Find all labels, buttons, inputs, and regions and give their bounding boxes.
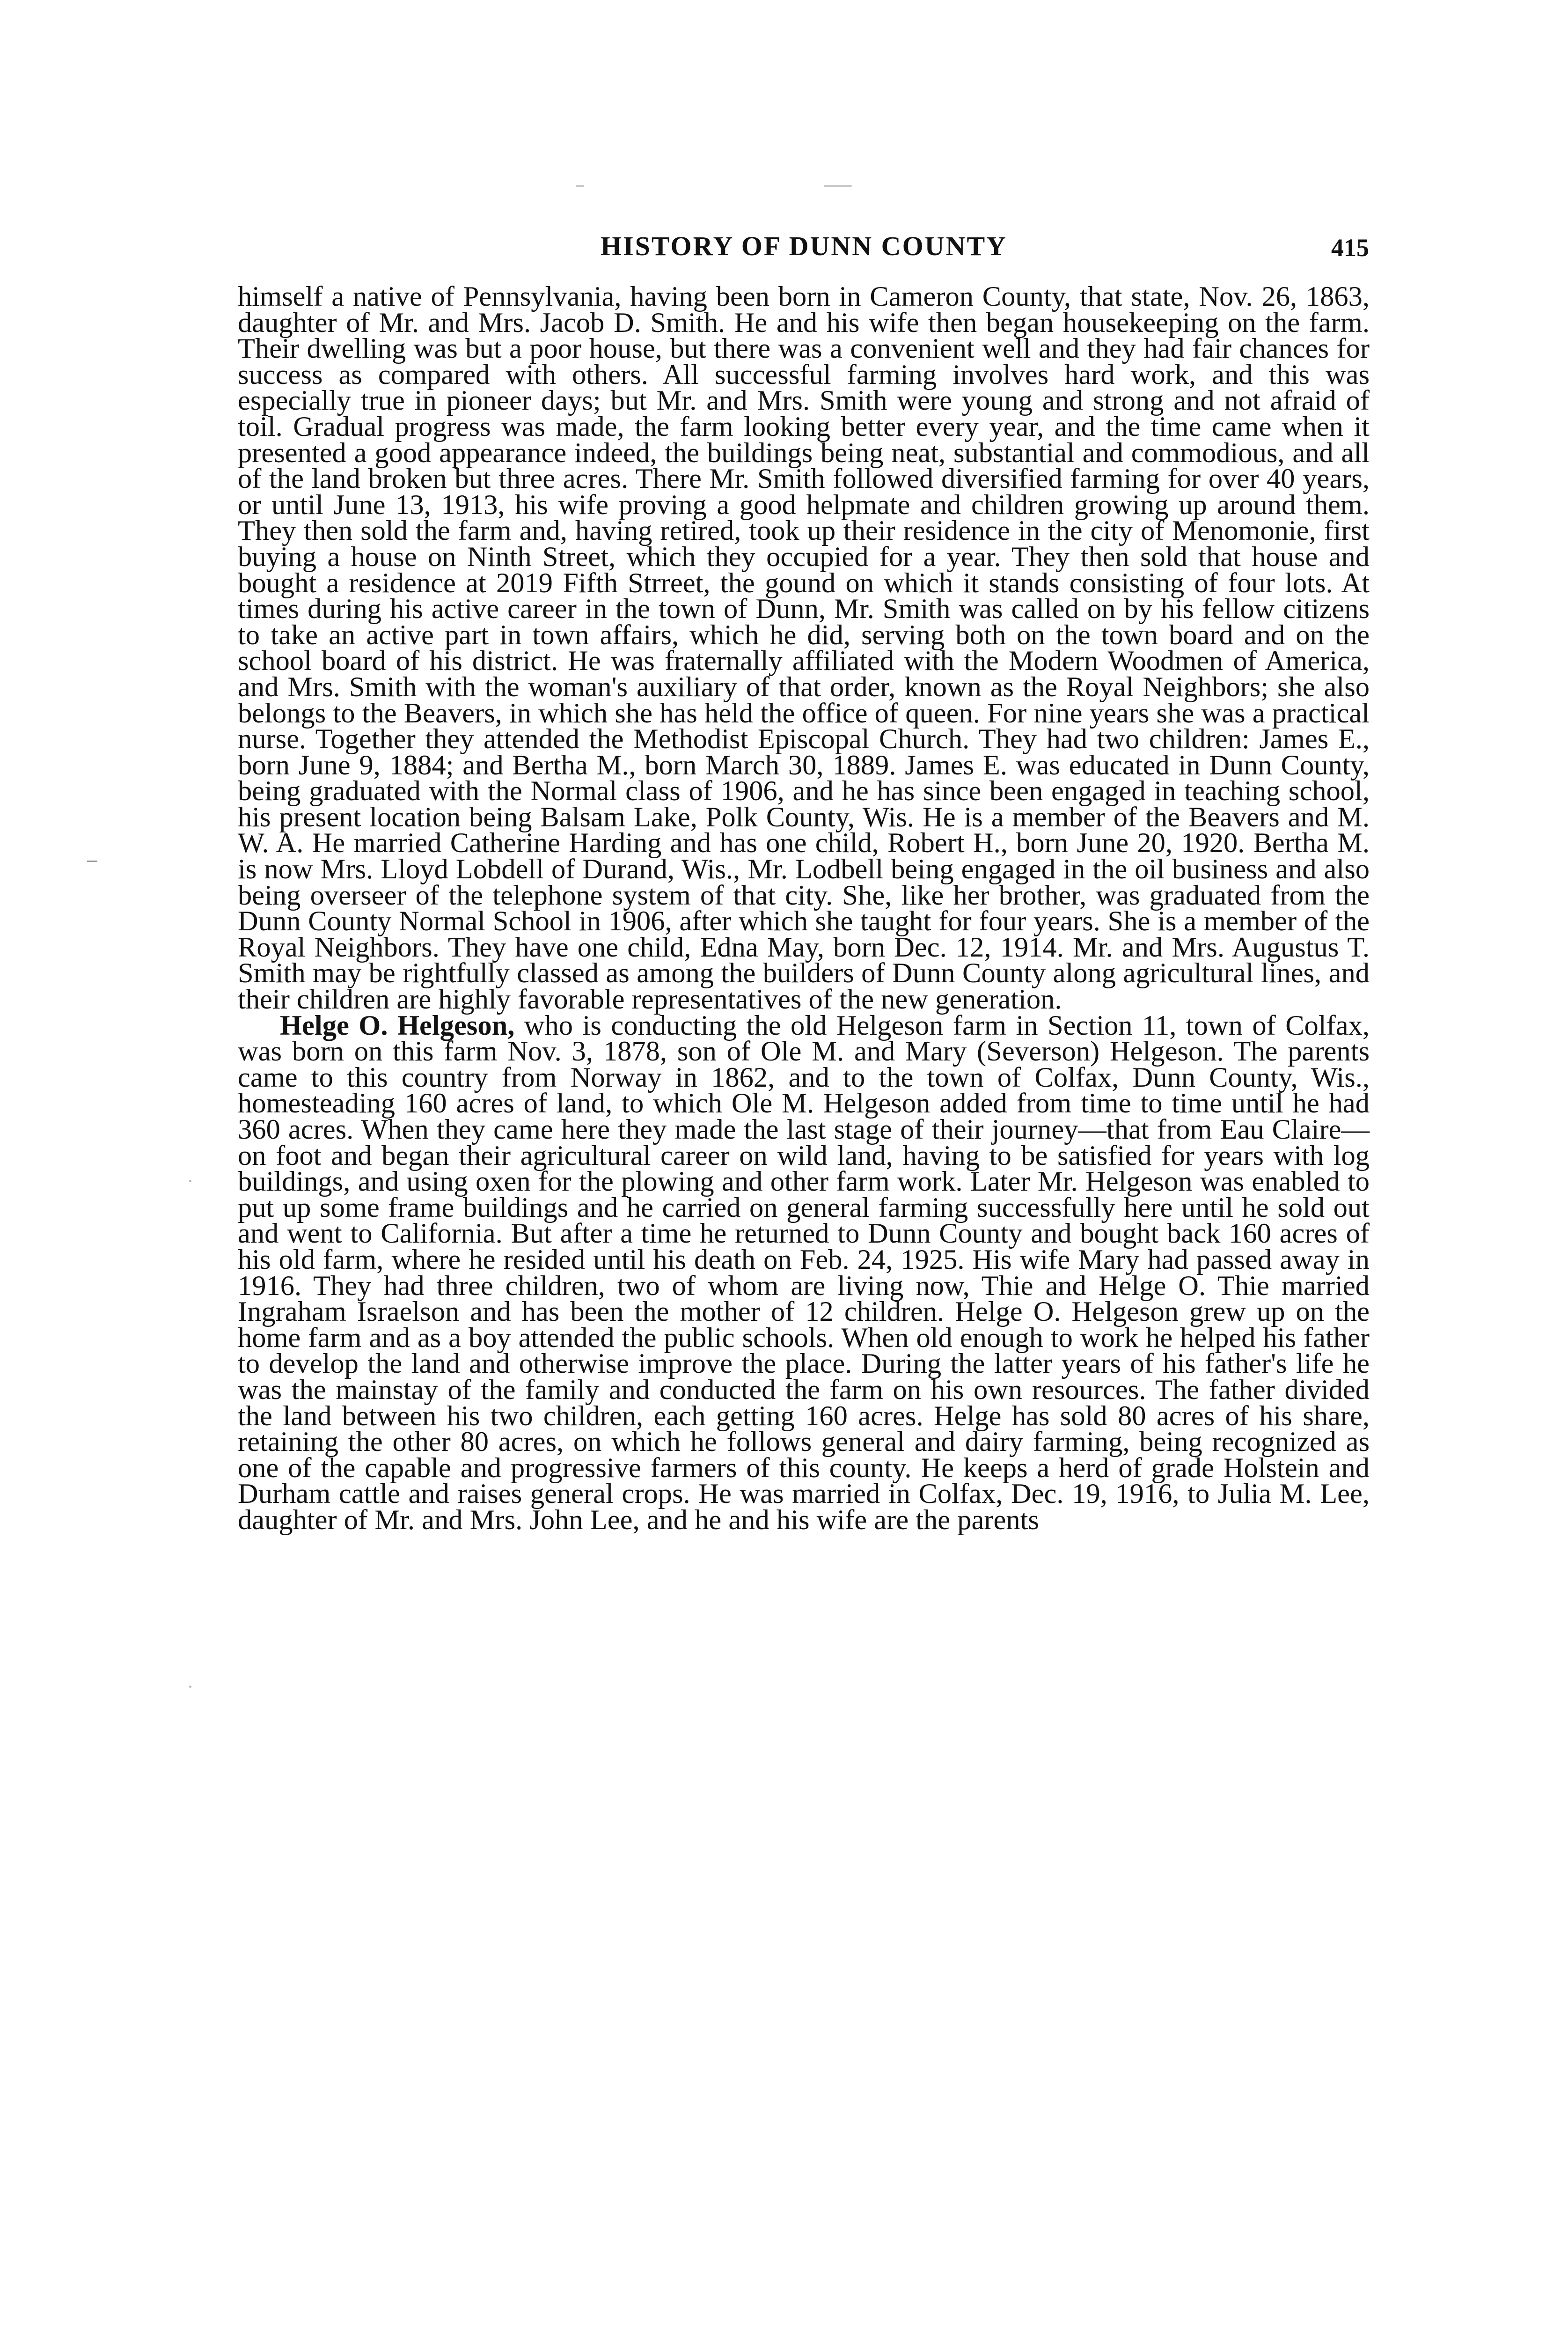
body-text [238,281,1370,1536]
running-title: HISTORY OF DUNN COUNTY [600,231,1008,261]
page-header [239,230,1369,263]
paragraph-continuation [238,281,1370,1016]
margin-mark [189,1686,191,1688]
scan-speck [576,185,584,187]
paragraph-text: himself a native of Pennsylvania, having been born in Cameron County, that state, Nov. 26, 1863, daughter of Mr. and Mrs. Jacob D. Smith. He and his wife then began housekeeping on the farm. Their dwelling was but a poor house, but there was a convenient well and they had fair chances for success as compared with others. All successful farming involves hard work, and this was especially true in pioneer days; but Mr. and Mrs. Smith were young and strong and not afraid of toil. Gradual progress was made, the farm looking better every year, and the time came when it presented a good appearance indeed, the buildings being neat, substantial and commodious, and all of the land broken but three acres. There Mr. Smith followed diversified farming for over 40 years, or until June 13, 1913, his wife proving a good helpmate and children growing up around them. They then sold the farm and, having retired, took up their residence in the city of Menomonie, first buying a house on Ninth Street, which they occupied for a year. They then sold that house and bought a residence at 2019 Fifth Strreet, the gound on which it stands consisting of four lots. At times during his active career in the town of Dunn, Mr. Smith was called on by his fellow citizens to take an active part in town affairs, which he did, serving both on the town board and on the school board of his district. He was fraternally affiliated with the Modern Woodmen of America, and Mrs. Smith with the woman's auxiliary of that order, known as the Royal Neighbors; she also belongs to the Beavers, in which she has held the office of queen. For nine years she was a practical nurse. Together they attended the Methodist Episcopal Church. They had two children: James E., born June 9, 1884; and Bertha M., born March 30, 1889. James E. was educated in Dunn County, being graduated with the Normal class of 1906, and he has since been engaged in teaching school, his present location being Balsam Lake, Polk County, Wis. He is a member of the Beavers and M. W. A. He married Catherine Harding and has one child, Robert H., born June 20, 1920. Bertha M. is now Mrs. Lloyd Lobdell of Durand, Wis., Mr. Lodbell being engaged in the oil business and also being overseer of the telephone system of that city. She, like her brother, was graduated from the Dunn County Normal School in 1906, after which she taught for four years. She is a member of the Royal Neighbors. They have one child, Edna May, born Dec. 12, 1914. Mr. and Mrs. Augustus T. Smith may be rightfully classed as among the builders of Dunn County along agricultural lines, and their children are highly favorable representatives of the new generation. [238,281,1370,1016]
scan-speck [824,185,852,187]
margin-mark [189,1180,191,1182]
page-number: 415 [1331,234,1369,262]
margin-mark [87,861,97,862]
paragraph-helgeson-biography [238,1009,1370,1536]
paragraph-text: who is conducting the old Helgeson farm in Section 11, town of Colfax, was born on this farm Nov. 3, 1878, son of Ole M. and Mary (Severson) Helgeson. The parents came to this country from Norway in 1862, and to the town of Colfax, Dunn County, Wis., homesteading 160 acres of land, to which Ole M. Helgeson added from time to time until he had 360 acres. When they came here they made the last stage of their journey—that from Eau Claire—on foot and began their agricultural career on wild land, having to be satisfied for years with log buildings, and using oxen for the plowing and other farm work. Later Mr. Helgeson was enabled to put up some frame buildings and he carried on general farming successfully here until he sold out and went to California. But after a time he returned to Dunn County and bought back 160 acres of his old farm, where he resided until his death on Feb. 24, 1925. His wife Mary had passed away in 1916. They had three children, two of whom are living now, Thie and Helge O. Thie married Ingraham Israelson and has been the mother of 12 children. Helge O. Helgeson grew up on the home farm and as a boy attended the public schools. When old enough to work he helped his father to develop the land and otherwise improve the place. During the latter years of his father's life he was the mainstay of the family and conducted the farm on his own resources. The father divided the land between his two children, each getting 160 acres. Helge has sold 80 acres of his share, retaining the other 80 acres, on which he follows general and dairy farming, being recognized as one of the capable and progressive farmers of this county. He keeps a herd of grade Holstein and Durham cattle and raises general crops. He was married in Colfax, Dec. 19, 1916, to Julia M. Lee, daughter of Mr. and Mrs. John Lee, and he and his wife are the parents [238,1009,1370,1536]
biography-subject-name: Helge O. Helgeson, [280,1009,515,1041]
